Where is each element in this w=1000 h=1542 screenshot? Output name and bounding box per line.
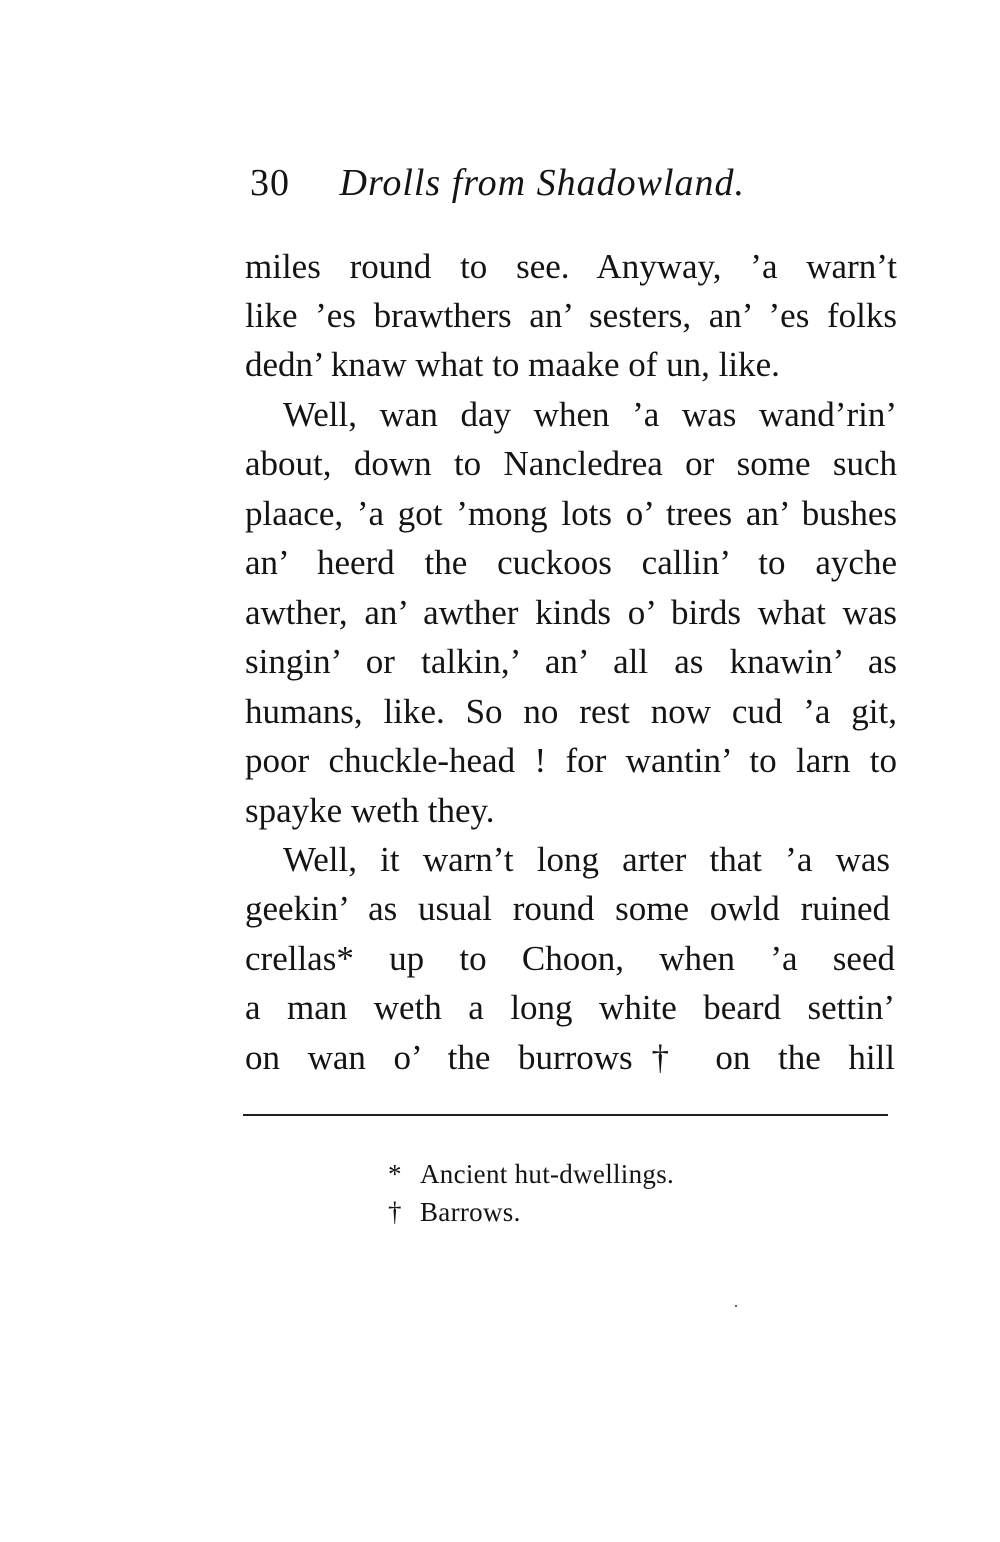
footnote [388,1195,521,1229]
text-line: a man weth a long white beard settin’ [245,988,895,1027]
paper-speck [735,1305,737,1307]
footnote-mark: † [388,1197,402,1227]
text-line: singin’ or talkin,’ an’ all as knawin’ as [245,642,897,681]
text-line: miles round to see. Anyway, ’a warn’t [245,247,897,286]
running-header [250,158,850,208]
text-line: on wan o’ the burrows† on the hill [245,1038,895,1077]
paragraph-first-line: Well, wan day when ’a was wand’rin’ [283,395,897,434]
footnote-rule [243,1114,888,1116]
footnote [388,1157,674,1191]
text-line: crellas* up to Choon, when ’a seed [245,939,895,978]
paragraph-first-line: Well, it warn’t long arter that ’a was [283,840,890,879]
text-line: dedn’ knaw what to maake of un, like. [245,345,780,384]
page-number: 30 [250,162,290,204]
text-line: poor chuckle-head ! for wantin’ to larn to [245,741,897,780]
running-title: Drolls from Shadowland. [339,162,746,204]
text-line: an’ heerd the cuckoos callin’ to ayche [245,543,897,582]
text-line: about, down to Nancledrea or some such [245,444,897,483]
text-line: awther, an’ awther kinds o’ birds what was [245,593,897,632]
text-line: geekin’ as usual round some owld ruined [245,889,890,928]
text-line: spayke weth they. [245,791,495,830]
text-line: plaace, ’a got ’mong lots o’ trees an’ bushes [245,494,897,533]
footnote-mark: * [388,1159,402,1189]
text-line: like ’es brawthers an’ sesters, an’ ’es folks [245,296,897,335]
footnote-text: Ancient hut-dwellings. [420,1159,675,1189]
footnote-text: Barrows. [420,1197,521,1227]
text-line: humans, like. So no rest now cud ’a git, [245,692,897,731]
